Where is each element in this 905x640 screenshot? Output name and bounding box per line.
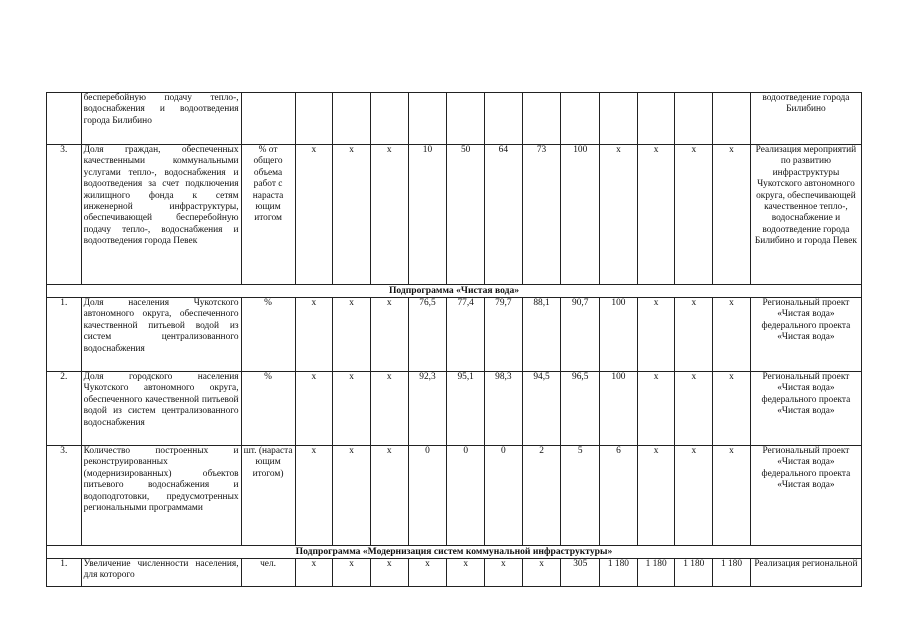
implementation-note: Региональный проект «Чистая вода» федерального проекта «Чистая вода»	[750, 298, 861, 372]
unit-cell: чел.	[241, 559, 295, 587]
indicator-name: Количество построенных и реконструированных (модернизированных) объектов питьевого водоснабжения и водоподготовки, предусмотренных региональными программами	[81, 446, 241, 546]
value-cell: x	[675, 298, 713, 372]
value-cell: x	[370, 145, 408, 285]
value-cell: x	[295, 446, 333, 546]
value-cell: 92,3	[408, 372, 447, 446]
value-cell: 76,5	[408, 298, 447, 372]
value-cell: 94,5	[522, 372, 561, 446]
value-cell: x	[333, 372, 371, 446]
value-cell	[295, 93, 333, 145]
value-cell: x	[600, 145, 638, 285]
value-cell: 10	[408, 145, 447, 285]
value-cell: x	[370, 559, 408, 587]
row-number	[47, 93, 82, 145]
value-cell: 95,1	[447, 372, 485, 446]
value-cell: x	[713, 145, 751, 285]
table-row	[47, 93, 862, 145]
value-cell: x	[333, 145, 371, 285]
implementation-note: Региональный проект «Чистая вода» федерального проекта «Чистая вода»	[750, 372, 861, 446]
value-cell: 64	[485, 145, 523, 285]
value-cell: 100	[600, 298, 638, 372]
row-number: 1.	[47, 298, 82, 372]
value-cell: 96,5	[561, 372, 600, 446]
subprogram-header-row	[47, 546, 862, 559]
value-cell: 5	[561, 446, 600, 546]
subprogram-title: Подпрограмма «Чистая вода»	[47, 285, 862, 298]
value-cell	[561, 93, 600, 145]
value-cell	[485, 93, 523, 145]
implementation-note: водоотведение города Билибино	[750, 93, 861, 145]
implementation-note: Региональный проект «Чистая вода» федерального проекта «Чистая вода»	[750, 446, 861, 546]
value-cell	[408, 93, 447, 145]
value-cell: x	[713, 446, 751, 546]
value-cell: x	[333, 298, 371, 372]
value-cell	[675, 93, 713, 145]
table-row	[47, 298, 862, 372]
unit-cell: шт. (нараста ющим итогом)	[241, 446, 295, 546]
indicators-table	[46, 92, 862, 587]
value-cell: x	[370, 446, 408, 546]
value-cell: 305	[561, 559, 600, 587]
value-cell: x	[295, 145, 333, 285]
value-cell	[447, 93, 485, 145]
indicator-name: Увеличение численности населения, для которого	[81, 559, 241, 587]
value-cell: x	[675, 372, 713, 446]
implementation-note: Реализация региональной	[750, 559, 861, 587]
value-cell: x	[637, 298, 675, 372]
table-row	[47, 145, 862, 285]
table-row	[47, 372, 862, 446]
value-cell: x	[637, 372, 675, 446]
indicator-name: бесперебойную подачу тепло-, водоснабжения и водоотведения города Билибино	[81, 93, 241, 145]
unit-cell	[241, 93, 295, 145]
value-cell: 1 180	[675, 559, 713, 587]
value-cell: 77,4	[447, 298, 485, 372]
value-cell: x	[370, 298, 408, 372]
value-cell: x	[447, 559, 485, 587]
value-cell: 1 180	[713, 559, 751, 587]
value-cell: x	[485, 559, 523, 587]
unit-cell: %	[241, 298, 295, 372]
table-row	[47, 559, 862, 587]
value-cell: x	[713, 298, 751, 372]
value-cell: x	[675, 145, 713, 285]
value-cell: 79,7	[485, 298, 523, 372]
value-cell: 90,7	[561, 298, 600, 372]
implementation-note: Реализация мероприятий по развитию инфраструктуры Чукотского автономного округа, обеспечивающей качественное тепло-, водоснабжение и водоотведение города Билибино и города Певек	[750, 145, 861, 285]
value-cell: x	[295, 372, 333, 446]
value-cell	[370, 93, 408, 145]
row-number: 1.	[47, 559, 82, 587]
value-cell: x	[522, 559, 561, 587]
value-cell: 50	[447, 145, 485, 285]
value-cell: 73	[522, 145, 561, 285]
indicator-name: Доля граждан, обеспеченных качественными коммунальными услугами тепло-, водоснабжения и водоотведения за счет подключения жилищного фонда к сетям инженерной инфраструктуры, обеспечивающей бесперебойную подачу тепло-, водоснабжения и водоотведения города Певек	[81, 145, 241, 285]
value-cell: 6	[600, 446, 638, 546]
subprogram-title: Подпрограмма «Модернизация систем коммунальной инфраструктуры»	[47, 546, 862, 559]
subprogram-header-row	[47, 285, 862, 298]
table-row	[47, 446, 862, 546]
indicator-name: Доля населения Чукотского автономного округа, обеспеченного качественной питьевой водой из систем централизованного водоснабжения	[81, 298, 241, 372]
value-cell	[713, 93, 751, 145]
value-cell	[333, 93, 371, 145]
value-cell	[600, 93, 638, 145]
unit-cell: %	[241, 372, 295, 446]
value-cell: 100	[561, 145, 600, 285]
value-cell: x	[713, 372, 751, 446]
value-cell: x	[333, 446, 371, 546]
table-body	[47, 93, 862, 587]
value-cell: x	[370, 372, 408, 446]
value-cell: 88,1	[522, 298, 561, 372]
value-cell: 1 180	[600, 559, 638, 587]
value-cell: 0	[447, 446, 485, 546]
unit-cell: % от общего объема работ с нараста ющим итогом	[241, 145, 295, 285]
value-cell: x	[637, 145, 675, 285]
row-number: 2.	[47, 372, 82, 446]
row-number: 3.	[47, 145, 82, 285]
value-cell: x	[295, 559, 333, 587]
value-cell: x	[675, 446, 713, 546]
value-cell: x	[333, 559, 371, 587]
value-cell	[522, 93, 561, 145]
indicator-name: Доля городского населения Чукотского автономного округа, обеспеченного качественной питьевой водой из систем централизованного водоснабжения	[81, 372, 241, 446]
value-cell: 2	[522, 446, 561, 546]
row-number: 3.	[47, 446, 82, 546]
value-cell: x	[408, 559, 447, 587]
value-cell: 0	[485, 446, 523, 546]
value-cell: 100	[600, 372, 638, 446]
value-cell: 1 180	[637, 559, 675, 587]
value-cell: x	[637, 446, 675, 546]
value-cell	[637, 93, 675, 145]
value-cell: 0	[408, 446, 447, 546]
value-cell: 98,3	[485, 372, 523, 446]
value-cell: x	[295, 298, 333, 372]
